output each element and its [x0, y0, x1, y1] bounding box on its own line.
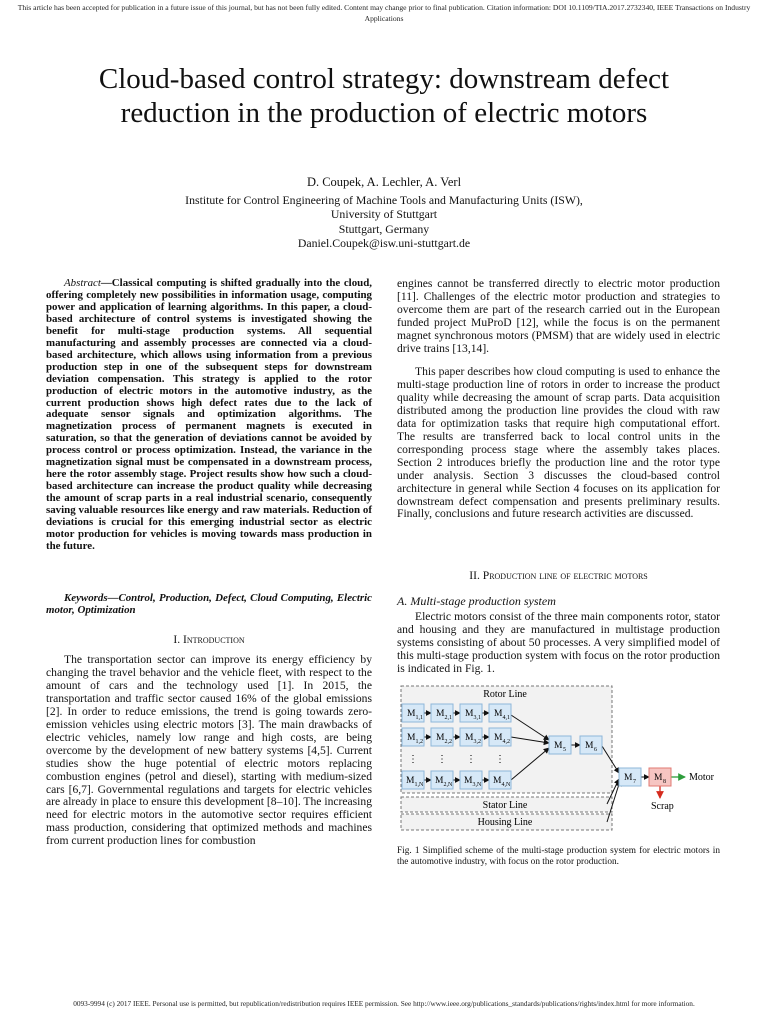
machine-box-m11 [402, 704, 424, 722]
section-heading-introduction [46, 633, 372, 646]
title-line-2: reduction in the production of electric motors [120, 97, 648, 129]
svg-text:4,N: 4,N [501, 782, 511, 788]
svg-text:2,2: 2,2 [444, 739, 452, 745]
keywords [46, 593, 372, 617]
stator-line-label: Stator Line [482, 800, 528, 811]
svg-text:M: M [436, 733, 445, 743]
svg-text:M: M [465, 709, 474, 719]
svg-text:4,1: 4,1 [502, 715, 510, 721]
abstract [46, 278, 372, 553]
svg-text:1,N: 1,N [414, 782, 424, 788]
machine-box-m6 [580, 736, 602, 754]
machine-box-m1n [402, 771, 424, 789]
section-number: I. [173, 633, 181, 646]
svg-text:M: M [406, 776, 415, 786]
rotor-line-label: Rotor Line [483, 689, 527, 700]
machine-box-m41 [489, 704, 511, 722]
svg-text:6: 6 [594, 747, 597, 753]
machine-box-m42 [489, 728, 511, 746]
svg-text:M: M [465, 733, 474, 743]
scrap-label: Scrap [651, 801, 674, 812]
intro-paragraph: The transportation sector can improve its energy efficiency by changing the travel behavior and the vehicle fleet, with respect to the amount of cars and the technology used [1]. In 2015, the transportation and traffic sector caused 16% of the global emissions [2]. In order to reduce emissions, the trend is going towards zero-emission vehicles using electric motors [3]. The main drawbacks of electric vehicles, namely low range and high costs, are being overcome by the development of new battery systems [4,5]. Current studies show the huge potential of electric motors replacing combustion engines (petrol and diesel), starting with medium-sized cars [6,7]. Governmental regulations and targets for electric vehicles are already in place to ensure this development [8–10]. The increasing need for electric motors in the automotive sector requires efficient mass production, considering that optimized methods and machines from current production lines for combustion [46, 653, 372, 848]
svg-text:1,1: 1,1 [415, 715, 423, 721]
svg-text:M: M [436, 709, 445, 719]
svg-text:M: M [435, 776, 444, 786]
ellipsis-col-4: ⋮ [495, 754, 505, 765]
machine-box-m8 [649, 768, 671, 786]
svg-text:M: M [624, 773, 633, 783]
affiliation-institute: Institute for Control Engineering of Machine Tools and Manufacturing Units (ISW), [185, 193, 583, 207]
keywords-text: Keywords—Control, Production, Defect, Cloud Computing, Electric motor, Optimization [46, 592, 372, 616]
housing-line-label: Housing Line [477, 817, 533, 828]
authors: D. Coupek, A. Lechler, A. Verl [306, 175, 462, 189]
motor-label: Motor [689, 772, 714, 783]
title-line-1: Cloud-based control strategy: downstream defect [98, 63, 670, 95]
machine-box-m31 [460, 704, 482, 722]
svg-text:M: M [654, 773, 663, 783]
section-heading-production-line [397, 569, 720, 582]
right-paragraph-3: Electric motors consist of the three main components rotor, stator and housing and they are manufactured in multistage production systems consisting of about 50 processes. A very simplified model of this multi-stage production system with focus on the rotor production is indicated in Fig. 1. [397, 610, 720, 675]
section-title: Introduction [183, 633, 245, 646]
svg-text:M: M [407, 733, 416, 743]
section2-title: Production line of electric motors [482, 569, 648, 582]
machine-box-m21 [431, 704, 453, 722]
svg-text:M: M [585, 741, 594, 751]
machine-box-m7 [619, 768, 641, 786]
svg-text:M: M [464, 776, 473, 786]
right-paragraph-2: This paper describes how cloud computing is used to enhance the multi-stage production line of rotors in order to increase the product quality while decreasing the amount of scrap parts. Data acquisition distributed among the production line provides the cloud with raw data for optimization tasks that require high computational effort. The results are transferred back to local control units in the corresponding process stage where the assembly takes places. Section 2 introduces briefly the production line and the rotor type under analysis. Section 3 discusses the cloud-based control architecture in general while Section 4 focuses on its application for downstream defect compensation and presents preliminary results. Finally, conclusions and future research activities are discussed. [397, 365, 720, 521]
author-email[interactable]: Daniel.Coupek@isw.uni-stuttgart.de [297, 235, 471, 250]
machine-box-m5 [549, 736, 571, 754]
machine-box-m4n [489, 771, 511, 789]
svg-text:4,2: 4,2 [502, 739, 510, 745]
paper-title [40, 62, 728, 130]
figure-caption: Fig. 1 Simplified scheme of the multi-stage production system for electric motors in the automotive industry, with focus on the rotor production. [397, 846, 720, 867]
right-paragraph-1: engines cannot be transferred directly to electric motor production [11]. Challenges of the electric motor production and strategies to overcome them are part of the research carried out in the European funded project MuProD [12], while the focus is on the permanent magnet synchronous motors (PMSM) that are widely used in electric drive trains [13,14]. [397, 277, 720, 355]
ellipsis-col-1: ⋮ [408, 754, 418, 765]
svg-text:M: M [494, 733, 503, 743]
svg-text:3,N: 3,N [472, 782, 482, 788]
affiliation-location: Stuttgart, Germany [338, 221, 430, 236]
svg-text:2,N: 2,N [443, 782, 453, 788]
affiliation [0, 193, 768, 250]
svg-text:M: M [407, 709, 416, 719]
production-system-figure [397, 684, 727, 834]
affiliation-university: University of Stuttgart [330, 207, 438, 222]
ellipsis-col-3: ⋮ [466, 754, 476, 765]
svg-text:3,1: 3,1 [473, 715, 481, 721]
svg-text:2,1: 2,1 [444, 715, 452, 721]
svg-text:M: M [494, 709, 503, 719]
machine-box-m12 [402, 728, 424, 746]
machine-box-m3n [460, 771, 482, 789]
copyright-footer: 0093-9994 (c) 2017 IEEE. Personal use is permitted, but republication/redistribution requires IEEE permission. See http://www.ieee.org/publications_standards/publications/rights/index.html for more information. [73, 999, 695, 1008]
abstract-label: Abstract [64, 277, 101, 289]
section2-number: II. [469, 569, 480, 582]
subsection-heading: A. Multi-stage production system [397, 594, 556, 608]
journal-header-notice: This article has been accepted for publication in a future issue of this journal, but has not been fully edited. Content may change prior to final publication. Citation information: DOI 10.1109/TIA.2017.2732340, IEEE Transactions on Industry Applications [17, 3, 751, 23]
svg-text:5: 5 [563, 747, 566, 753]
svg-text:7: 7 [633, 779, 636, 785]
svg-text:1,2: 1,2 [415, 739, 423, 745]
machine-box-m22 [431, 728, 453, 746]
svg-text:M: M [554, 741, 563, 751]
ellipsis-col-2: ⋮ [437, 754, 447, 765]
svg-text:3,2: 3,2 [473, 739, 481, 745]
abstract-text: —Classical computing is shifted gradually into the cloud, offering completely new possibilities in information usage, computing power and application of learning algorithms. In this paper, a cloud-based architecture of control systems is investigated showing the benefit for multi-stage production systems. All sequential manufacturing and assembly processes are connected via a cloud-based architecture, which allows using information from a previous production step in one of the subsequent steps for downstream deviation compensation. This strategy is applied to the rotor production of electric motors in the automotive industry, as the current production shows high defect rates due to the lack of adequate sensor signals and optimization algorithms. The magnetization process of permanent magnets is executed in saturation, so that the generation of deviations cannot be avoided by process control or process optimization. Instead, the variance in the magnetization signal must be compensated in a downstream process, here the rotor assembly stage. Project results show how such a cloud-based architecture can increase the product quality while decreasing the amount of scrap parts in a real industrial scenario, consequently saving valuable resources like energy and raw materials. Reduction of deviations is crucial for this emerging industrial sector as electric motor production for vehicles is moving towards mass production in the future. [46, 277, 372, 552]
svg-text:M: M [493, 776, 502, 786]
machine-box-m32 [460, 728, 482, 746]
machine-box-m2n [431, 771, 453, 789]
svg-text:8: 8 [663, 779, 666, 785]
